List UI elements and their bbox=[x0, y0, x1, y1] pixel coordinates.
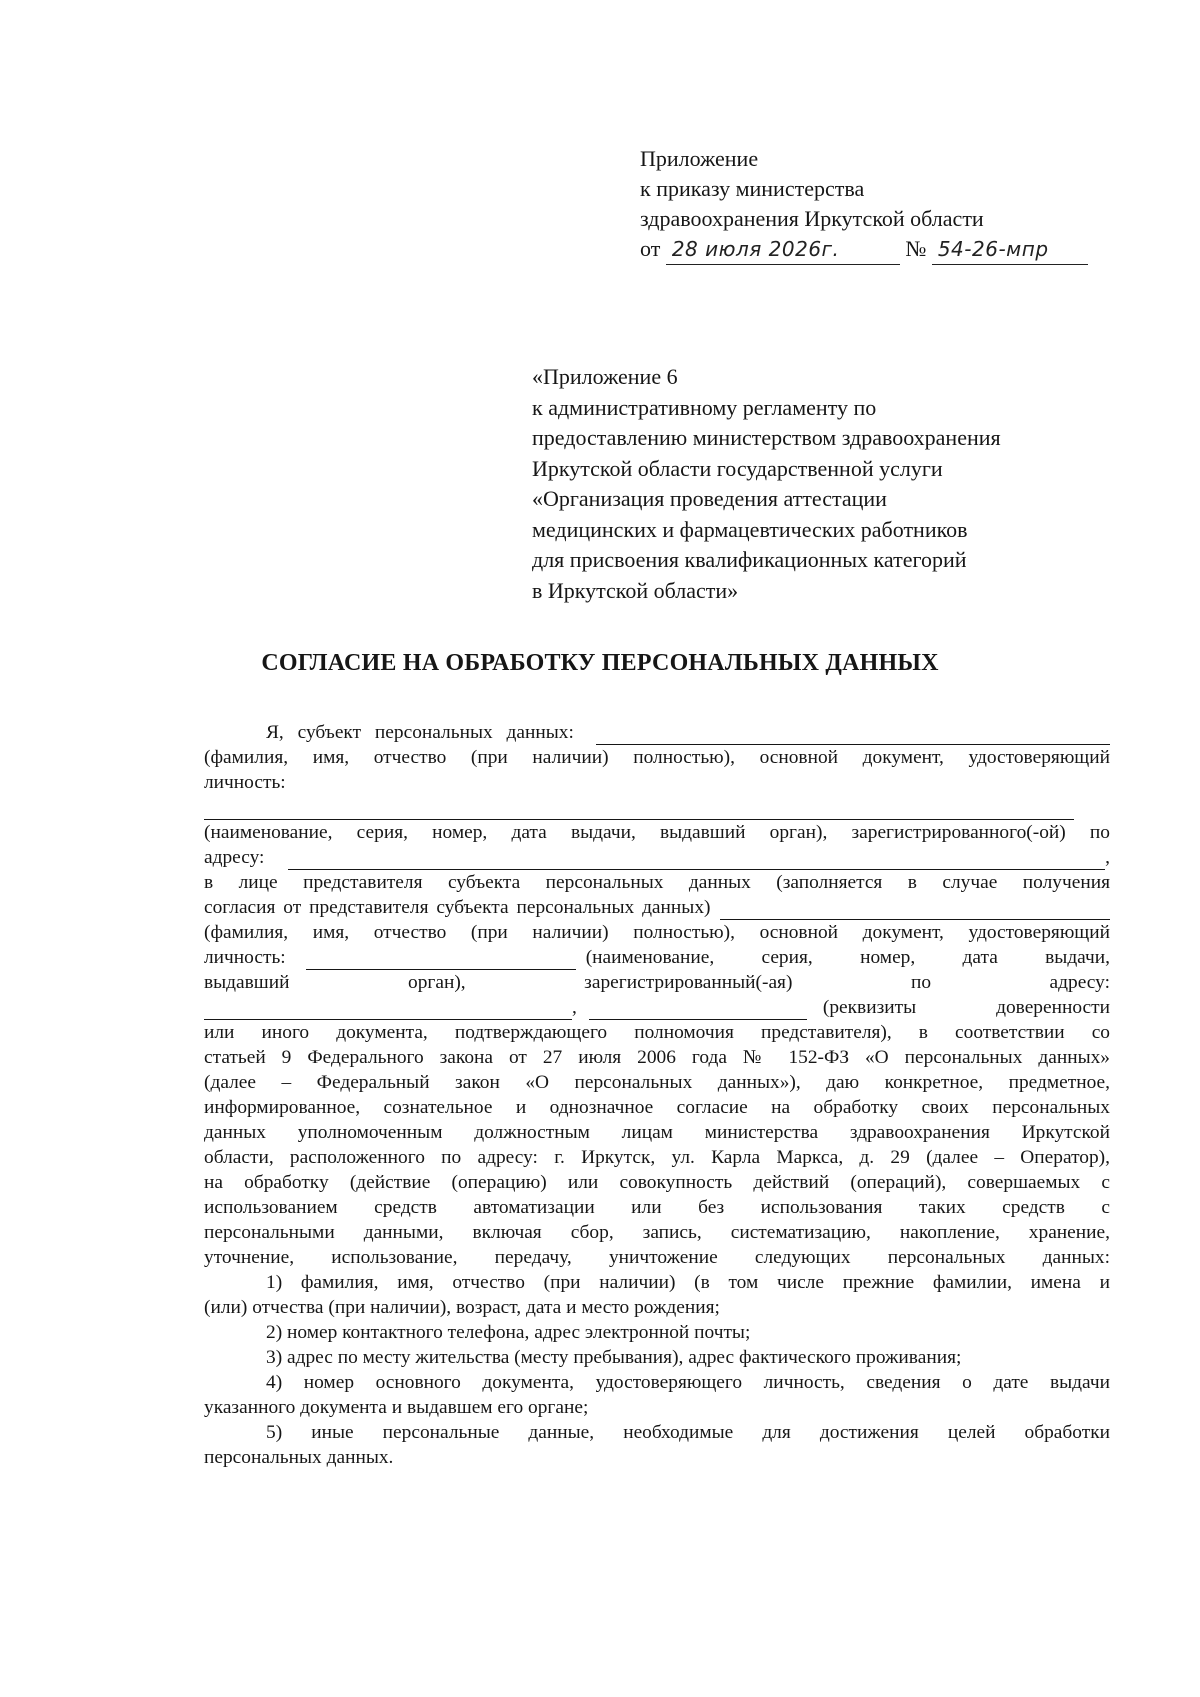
representative-label: согласия от представителя субъекта персональных данных) bbox=[204, 897, 711, 918]
representative-line bbox=[204, 895, 1110, 920]
order-header bbox=[640, 144, 1088, 265]
appendix-line: для присвоения квалификационных категорий bbox=[532, 547, 967, 572]
text-line: на обработку (действие (операцию) или совокупность действий (операций), совершаемых с bbox=[204, 1172, 1110, 1193]
identity-label: личность: bbox=[204, 947, 286, 968]
representative-doc-field[interactable] bbox=[306, 951, 576, 970]
text-line: статьей 9 Федерального закона от 27 июля 2006 года № 152-ФЗ «О персональных данных» bbox=[204, 1047, 1110, 1068]
address-label: адресу: bbox=[204, 847, 265, 868]
from-prefix: от bbox=[640, 236, 661, 261]
representative-name-field[interactable] bbox=[720, 901, 1110, 920]
consent-body bbox=[204, 720, 1110, 1470]
subject-label: Я, субъект персональных данных: bbox=[266, 722, 574, 743]
representative-doc-line bbox=[204, 945, 1110, 970]
appendix-line: предоставлению министерством здравоохранения bbox=[532, 425, 1001, 450]
identity-doc-field[interactable] bbox=[204, 801, 1074, 820]
appendix-line: медицинских и фармацевтических работников bbox=[532, 516, 968, 542]
list-item-continuation: персональных данных. bbox=[204, 1447, 394, 1468]
text-line: (реквизиты доверенности bbox=[822, 997, 1110, 1018]
text-line: персональными данными, включая сбор, запись, систематизацию, накопление, хранение, bbox=[204, 1222, 1110, 1243]
text-line: выдавший орган), зарегистрированный(-ая) по адресу: bbox=[204, 972, 1110, 993]
text-line: личность: bbox=[204, 772, 286, 793]
list-item: 1) фамилия, имя, отчество (при наличии) (в том числе прежние фамилии, имена и bbox=[266, 1272, 1110, 1293]
text-line: информированное, сознательное и однозначное согласие на обработку своих персональных bbox=[204, 1097, 1110, 1118]
appendix-line: «Приложение 6 bbox=[532, 364, 678, 389]
text-line: (наименование, серия, номер, дата выдачи, bbox=[585, 947, 1110, 968]
text-line: области, расположенного по адресу: г. Иркутск, ул. Карла Маркса, д. 29 (далее – Оператор), bbox=[204, 1147, 1110, 1168]
representative-address-field[interactable] bbox=[204, 1001, 572, 1020]
list-item: 2) номер контактного телефона, адрес электронной почты; bbox=[266, 1322, 751, 1343]
appendix-block bbox=[532, 362, 1001, 606]
header-line: Приложение bbox=[640, 146, 759, 171]
text-line: (фамилия, имя, отчество (при наличии) полностью), основной документ, удостоверяющий bbox=[204, 747, 1110, 768]
header-line: здравоохранения Иркутской области bbox=[640, 206, 984, 231]
appendix-line: к административному регламенту по bbox=[532, 394, 877, 420]
document-title: СОГЛАСИЕ НА ОБРАБОТКУ ПЕРСОНАЛЬНЫХ ДАННЫХ bbox=[261, 650, 939, 676]
list-item-continuation: (или) отчества (при наличии), возраст, дата и место рождения; bbox=[204, 1297, 720, 1318]
text-line: (наименование, серия, номер, дата выдачи, выдавший орган), зарегистрированного(-ой) по bbox=[204, 822, 1110, 843]
text-line: данных уполномоченным должностным лицам министерства здравоохранения Иркутской bbox=[204, 1122, 1110, 1143]
list-item: 5) иные персональные данные, необходимые для достижения целей обработки bbox=[266, 1422, 1110, 1443]
list-item: 3) адрес по месту жительства (месту пребывания), адрес фактического проживания; bbox=[266, 1347, 962, 1368]
text-line: уточнение, использование, передачу, уничтожение следующих персональных данных: bbox=[204, 1247, 1110, 1268]
order-date-number-line bbox=[640, 234, 1088, 265]
subject-name-field[interactable] bbox=[596, 726, 1110, 745]
text-line: (фамилия, имя, отчество (при наличии) полностью), основной документ, удостоверяющий bbox=[204, 922, 1110, 943]
handwritten-number: 54-26-мпр bbox=[932, 234, 1088, 265]
address-comma: , bbox=[1105, 847, 1110, 868]
text-line: в лице представителя субъекта персональных данных (заполняется в случае получения bbox=[204, 872, 1110, 893]
power-of-attorney-field[interactable] bbox=[589, 1001, 807, 1020]
list-item: 4) номер основного документа, удостоверяющего личность, сведения о дате выдачи bbox=[266, 1372, 1110, 1393]
address-line bbox=[204, 845, 1110, 870]
appendix-line: Иркутской области государственной услуги bbox=[532, 455, 943, 481]
address-field[interactable] bbox=[288, 851, 1105, 870]
appendix-line: в Иркутской области» bbox=[532, 577, 739, 603]
list-item-continuation: указанного документа и выдавшем его органе; bbox=[204, 1397, 589, 1418]
identity-doc-line bbox=[204, 795, 1110, 820]
appendix-line: «Организация проведения аттестации bbox=[532, 486, 887, 511]
number-prefix: № bbox=[905, 236, 927, 261]
representative-address-line bbox=[204, 995, 1110, 1020]
text-line: использованием средств автоматизации или без использования таких средств с bbox=[204, 1197, 1110, 1218]
comma: , bbox=[572, 997, 577, 1018]
text-line: или иного документа, подтверждающего полномочия представителя), в соответствии со bbox=[204, 1022, 1110, 1043]
handwritten-date: 28 июля 2026г. bbox=[666, 234, 900, 265]
text-line: (далее – Федеральный закон «О персональных данных»), даю конкретное, предметное, bbox=[204, 1072, 1110, 1093]
subject-line bbox=[204, 720, 1110, 745]
header-line: к приказу министерства bbox=[640, 176, 865, 201]
